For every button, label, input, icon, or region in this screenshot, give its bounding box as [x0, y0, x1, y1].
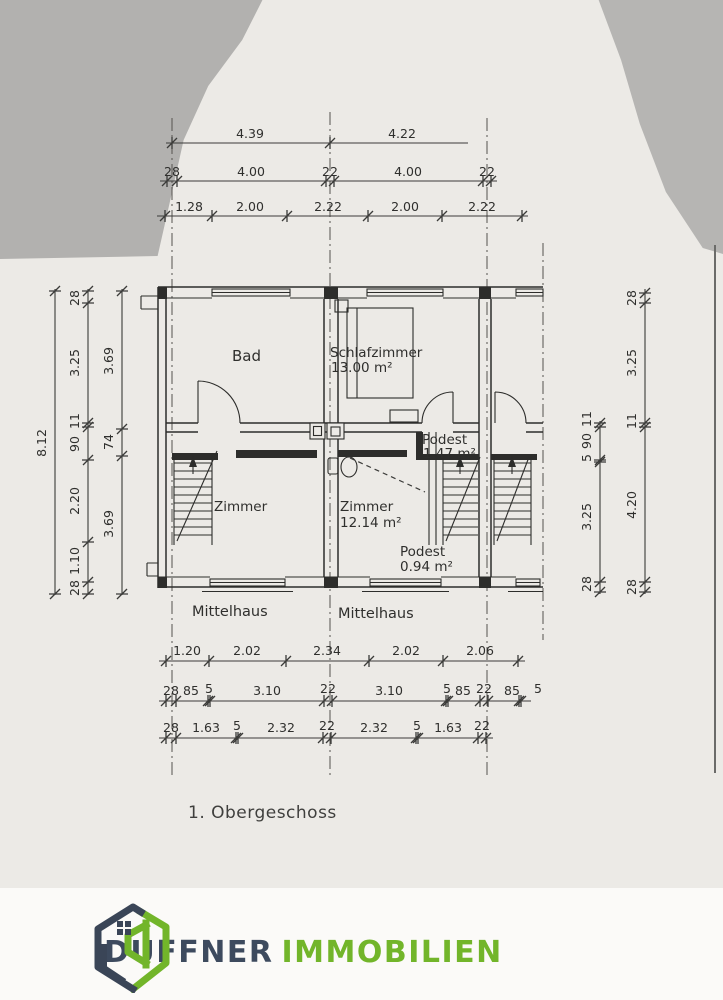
dim-label: 85	[455, 683, 471, 698]
room-label-bad: Bad	[232, 347, 262, 365]
dim-label: 11	[624, 413, 639, 429]
dim-label: 4.39	[236, 126, 264, 141]
dim-label: 3.69	[101, 510, 116, 538]
dim-label: 85	[183, 683, 199, 698]
dim-label: 1.63	[192, 720, 220, 735]
dim-label: 28	[624, 579, 639, 595]
dim-label: 74	[101, 434, 116, 450]
dim-label: 5	[443, 681, 451, 696]
dim-label: 28	[164, 164, 180, 179]
dim-label: 2.00	[391, 199, 419, 214]
dim-label: 3.25	[67, 349, 82, 377]
dim-label: 90	[579, 433, 594, 449]
dim-label: 22	[474, 718, 490, 733]
dim-label: 22	[320, 681, 336, 696]
dim-label: 4.22	[388, 126, 416, 141]
room-label-podest2: Podest	[400, 544, 446, 560]
dim-label: 3.10	[375, 683, 403, 698]
room-label-zimmer-mid: Zimmer	[340, 499, 394, 515]
room-area-schlafzimmer: 13.00 m²	[331, 360, 393, 376]
dim-label: 28	[579, 576, 594, 592]
staircase-left	[174, 451, 217, 545]
dim-label: 5	[233, 718, 241, 733]
windows	[202, 289, 543, 592]
room-label-podest1: Podest	[422, 432, 468, 448]
dim-label: 28	[67, 290, 82, 306]
brand-primary: DUFFNER	[104, 935, 274, 970]
dimension-lines	[49, 137, 651, 744]
room-area-podest2: 0.94 m²	[400, 559, 453, 575]
dim-label: 3.25	[624, 349, 639, 377]
dim-label: 4.20	[624, 491, 639, 519]
staircase-right	[443, 455, 480, 545]
room-area-zimmer-mid: 12.14 m²	[340, 515, 402, 531]
toilet-icon	[328, 457, 357, 477]
label-mittelhaus-left: Mittelhaus	[192, 604, 268, 620]
dim-label: 5	[205, 681, 213, 696]
fixtures	[310, 300, 425, 492]
dim-label: 28	[624, 290, 639, 306]
dim-label: 2.06	[466, 643, 494, 658]
dim-label: 2.02	[233, 643, 261, 658]
dim-label: 2.22	[468, 199, 496, 214]
dim-label: 2.34	[313, 643, 341, 658]
dim-label: 28	[163, 683, 179, 698]
floor-title: 1. Obergeschoss	[188, 803, 337, 823]
dim-label: 3.69	[101, 347, 116, 375]
dim-label: 4.00	[237, 164, 265, 179]
dim-label: 2.32	[360, 720, 388, 735]
dim-label: 85	[504, 683, 520, 698]
dim-label: 5	[579, 454, 594, 462]
dim-label: 90	[67, 436, 82, 452]
dim-label: 11	[579, 411, 594, 427]
dim-label: 22	[319, 718, 335, 733]
dim-label: 2.22	[314, 199, 342, 214]
staircase-neighbor	[494, 455, 531, 545]
dim-label: 1.63	[434, 720, 462, 735]
dim-label: 1.20	[173, 643, 201, 658]
room-label-zimmer-left: Zimmer	[214, 499, 268, 515]
dim-label: 28	[163, 720, 179, 735]
dim-label: 22	[322, 164, 338, 179]
dim-label: 3.10	[253, 683, 281, 698]
dim-label: 28	[67, 580, 82, 596]
logo-windows-icon	[117, 921, 131, 935]
dim-label: 22	[476, 681, 492, 696]
dim-label: 5	[534, 681, 542, 696]
dim-label: 2.00	[236, 199, 264, 214]
label-mittelhaus-right: Mittelhaus	[338, 606, 414, 622]
room-label-schlafzimmer: Schlafzimmer	[330, 345, 423, 361]
dim-label: 11	[67, 413, 82, 429]
dim-label: 2.20	[67, 487, 82, 515]
brand-secondary: IMMOBILIEN	[281, 935, 503, 970]
brand-logo	[88, 903, 503, 970]
dim-label: 2.02	[392, 643, 420, 658]
dim-label: 8.12	[34, 429, 49, 457]
dim-label: 2.32	[267, 720, 295, 735]
dim-label: 22	[479, 164, 495, 179]
room-area-podest1: 1.47 m²	[423, 446, 476, 462]
dim-label: 5	[413, 718, 421, 733]
doors	[198, 381, 526, 423]
dim-label: 1.10	[67, 547, 82, 575]
dim-label: 1.28	[175, 199, 203, 214]
brand-logo-icon	[88, 903, 174, 993]
dim-label: 4.00	[394, 164, 422, 179]
dim-label: 3.25	[579, 503, 594, 531]
